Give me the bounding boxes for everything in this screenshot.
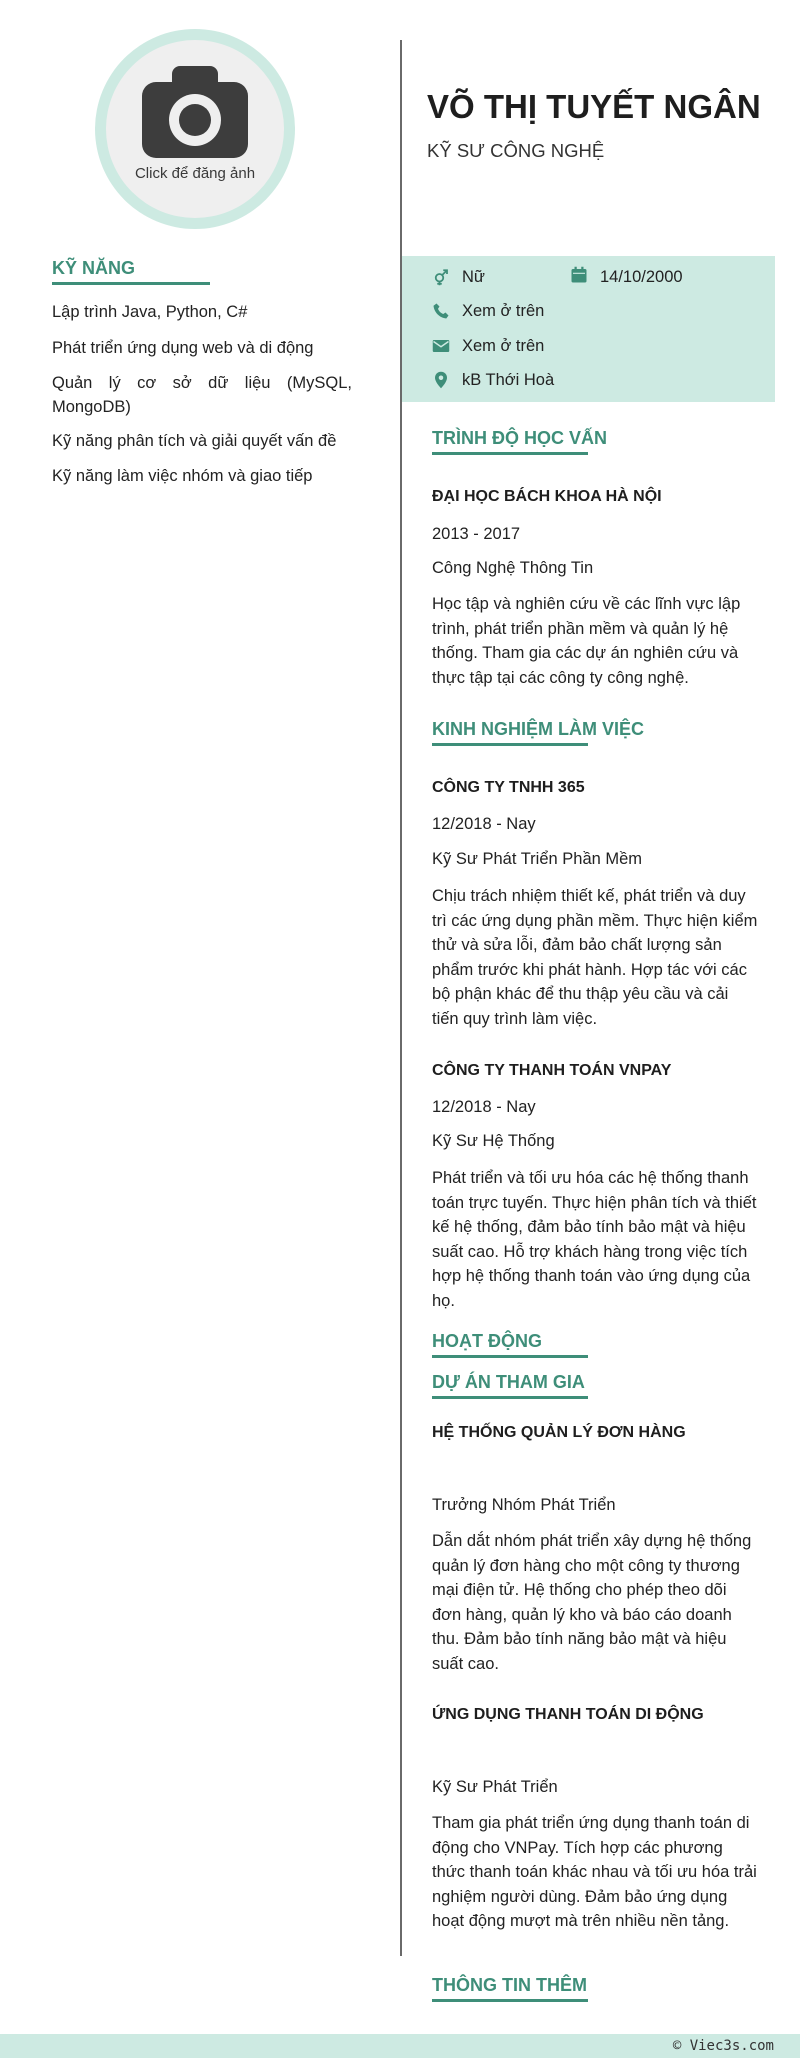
footer-watermark: © Viec3s.com [672,2038,774,2054]
projects-underline [432,1396,588,1399]
education-underline [432,452,588,455]
education-description: Học tập và nghiên cứu về các lĩnh vực lập trình, phát triển phần mềm và quản lý hệ thống. Tham gia các dự án nghiên cứu và thực tập tại các công ty công nghệ. [432,595,741,687]
birthday-value: 14/10/2000 [600,268,683,286]
job-position: Kỹ Sư Phát Triển Phần Mềm [432,850,643,868]
education-period: 2013 - 2017 [432,525,521,543]
upload-photo-label[interactable]: Click để đăng ảnh [134,165,256,182]
project-description: Dẫn dắt nhóm phát triển xây dựng hệ thống quản lý đơn hàng cho một công ty thương mại điện tử. Hệ thống cho phép theo dõi đơn hàng, quản lý kho và báo cáo doanh thu. Đảm bảo tính năng bảo mật và hiệu suất cao. [432,1532,752,1673]
project-name: ỨNG DỤNG THANH TOÁN DI ĐỘNG [432,1706,704,1723]
job-description: Chịu trách nhiệm thiết kế, phát triển và duy trì các ứng dụng phần mềm. Thực hiện kiểm thử và sửa lỗi, đảm bảo chất lượng sản phẩm trước khi phát hành. Hợp tác với các bộ phận khác để thu thập yêu cầu và cải tiến quy trình làm việc. [432,887,758,1028]
skill-item: Quản lý cơ sở dữ liệu (MySQL, MongoDB) [52,374,352,416]
calendar-icon [570,266,588,284]
candidate-name: VÕ THỊ TUYẾT NGÂN [427,88,761,125]
additional-info-underline [432,1999,588,2002]
job-position: Kỹ Sư Hệ Thống [432,1132,555,1150]
skills-title: KỸ NĂNG [52,258,136,278]
job-period: 12/2018 - Nay [432,1098,536,1116]
additional-info-title: THÔNG TIN THÊM [432,1975,587,1995]
school-name: ĐẠI HỌC BÁCH KHOA HÀ NỘI [432,488,662,505]
gender-value: Nữ [462,268,485,286]
address-value: kB Thới Hoà [462,371,555,389]
skill-item: Lập trình Java, Python, C# [52,303,248,321]
job-description: Phát triển và tối ưu hóa các hệ thống thanh toán trực tuyến. Thực hiện phân tích và thiết kế hệ thống, đảm bảo tính bảo mật và hiệu suất cao. Hỗ trợ khách hàng trong việc tích hợp hệ thống thanh toán vào ứng dụng của họ. [432,1169,757,1310]
projects-title: DỰ ÁN THAM GIA [432,1372,585,1392]
email-value: Xem ở trên [462,337,545,355]
skill-item: Kỹ năng phân tích và giải quyết vấn đề [52,432,337,450]
skills-underline [52,282,210,285]
job-period: 12/2018 - Nay [432,815,536,833]
education-major: Công Nghệ Thông Tin [432,559,594,577]
email-icon [432,337,450,355]
skill-item: Kỹ năng làm việc nhóm và giao tiếp [52,467,313,485]
phone-icon [432,302,450,320]
project-role: Trưởng Nhóm Phát Triển [432,1496,616,1514]
activities-underline [432,1355,588,1358]
company-name: CÔNG TY THANH TOÁN VNPAY [432,1062,672,1079]
experience-title: KINH NGHIỆM LÀM VIỆC [432,719,645,739]
location-icon [432,371,450,389]
experience-underline [432,743,588,746]
project-role: Kỹ Sư Phát Triển [432,1778,558,1796]
phone-value: Xem ở trên [462,302,545,320]
gender-icon [432,268,450,286]
project-description: Tham gia phát triển ứng dụng thanh toán di động cho VNPay. Tích hợp các phương thức thanh toán khác nhau và tối ưu hóa trải nghiệm người dùng. Đảm bảo ứng dụng hoạt động mượt mà trên nhiều nền tảng. [432,1814,757,1930]
project-name: HỆ THỐNG QUẢN LÝ ĐƠN HÀNG [432,1424,686,1441]
education-title: TRÌNH ĐỘ HỌC VẤN [432,428,607,448]
job-title: KỸ SƯ CÔNG NGHỆ [427,140,605,161]
contact-panel [402,256,775,402]
camera-lens [179,104,211,136]
skill-item: Phát triển ứng dụng web và di động [52,339,314,357]
company-name: CÔNG TY TNHH 365 [432,779,585,796]
activities-title: HOẠT ĐỘNG [432,1331,542,1351]
